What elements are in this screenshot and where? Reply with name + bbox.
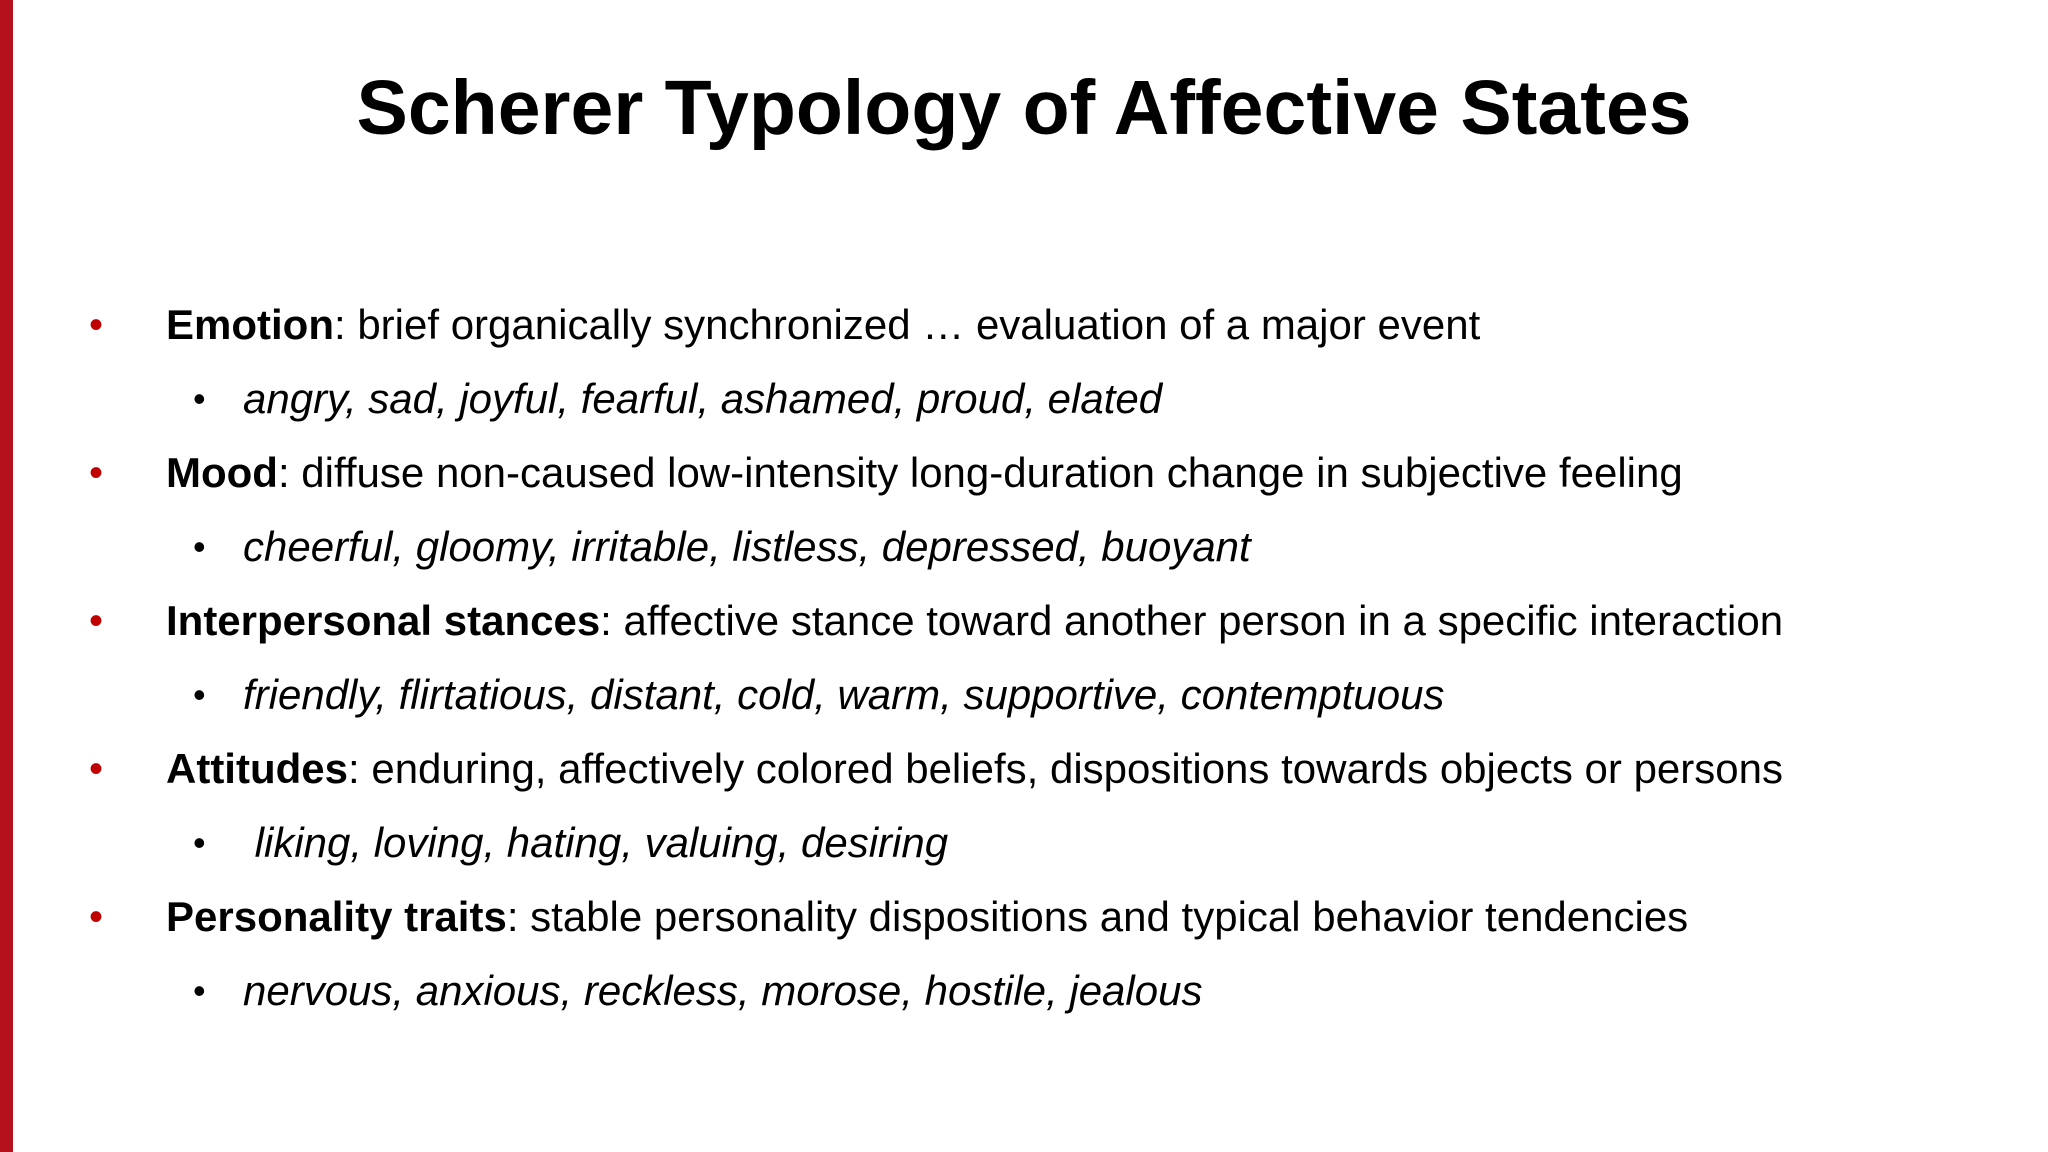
item-definition: : stable personality dispositions and typical behavior tendencies [506, 893, 1689, 940]
item-text [166, 288, 1480, 362]
item-examples: liking, loving, hating, valuing, desiring [243, 819, 949, 866]
bullet-icon: • [89, 599, 104, 643]
bullet-icon: • [193, 822, 206, 863]
item-term: Interpersonal stances [166, 597, 601, 644]
item-definition: : affective stance toward another person in a specific interaction [600, 597, 1784, 644]
bullet-icon: • [193, 526, 206, 567]
item-term: Personality traits [166, 893, 507, 940]
bullet-icon: • [89, 303, 104, 347]
item-definition: : enduring, affectively colored beliefs, dispositions towards objects or persons [348, 745, 1783, 792]
item-definition: : brief organically synchronized … evaluation of a major event [333, 301, 1481, 348]
item-examples: angry, sad, joyful, fearful, ashamed, proud, elated [243, 375, 1163, 422]
bullet-icon: • [89, 451, 104, 495]
bullet-icon: • [89, 895, 104, 939]
item-term: Mood [166, 449, 278, 496]
item-examples: cheerful, gloomy, irritable, listless, depressed, buoyant [243, 523, 1251, 570]
list-item-personality-traits [0, 880, 2048, 954]
item-examples: nervous, anxious, reckless, morose, hostile, jealous [243, 967, 1203, 1014]
item-text [166, 584, 1783, 658]
item-examples: friendly, flirtatious, distant, cold, warm, supportive, contemptuous [243, 671, 1445, 718]
list-item-attitudes [0, 732, 2048, 806]
item-text [166, 732, 1783, 806]
sub-item-emotion-examples [0, 362, 2048, 436]
item-definition: : diffuse non-caused low-intensity long-duration change in subjective feeling [277, 449, 1683, 496]
item-text [166, 436, 1683, 510]
bullet-icon: • [193, 970, 206, 1011]
bullet-icon: • [193, 378, 206, 419]
item-term: Attitudes [166, 745, 348, 792]
item-term: Emotion [166, 301, 334, 348]
list-item-emotion [0, 288, 2048, 362]
bullet-list [0, 288, 2048, 1028]
list-item-mood [0, 436, 2048, 510]
slide-title: Scherer Typology of Affective States [356, 65, 1692, 151]
item-text [166, 880, 1688, 954]
bullet-icon: • [89, 747, 104, 791]
sub-item-interpersonal-stances-examples [0, 658, 2048, 732]
sub-item-mood-examples [0, 510, 2048, 584]
list-item-interpersonal-stances [0, 584, 2048, 658]
sub-item-personality-traits-examples [0, 954, 2048, 1028]
bullet-icon: • [193, 674, 206, 715]
sub-item-attitudes-examples [0, 806, 2048, 880]
